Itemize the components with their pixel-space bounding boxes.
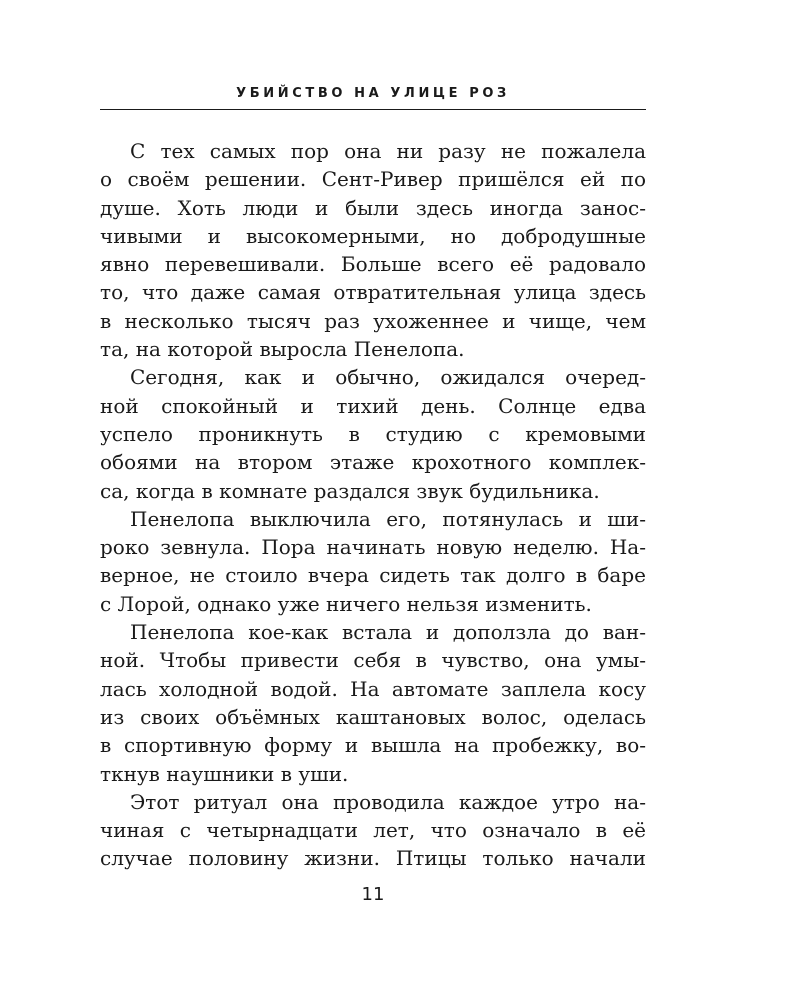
text-line: ной. Чтобы привести себя в чувство, она умы- [100,648,646,673]
text-line: са, когда в комнате раздался звук будильника. [100,478,600,503]
text-line: в несколько тысяч раз ухоженнее и чище, чем [100,308,646,333]
text-line: с Лорой, однако уже ничего нельзя изменить. [100,591,592,616]
text-line: чивыми и высокомерными, но добродушные [100,223,646,248]
text-line: случае половину жизни. Птицы только начали [100,846,646,871]
header-rule [100,109,646,110]
text-line: то, что даже самая отвратительная улица здесь [100,280,646,305]
body-text [100,137,646,873]
text-line: душе. Хоть люди и были здесь иногда занос- [100,195,646,220]
text-line: явно перевешивали. Больше всего её радовало [100,252,646,277]
text-line: успело проникнуть в студию с кремовыми [100,421,646,446]
text-line: обоями на втором этаже крохотного комплек- [100,450,646,475]
page-number: 11 [361,884,385,905]
text-line: Пенелопа выключила его, потянулась и ши- [130,506,646,531]
text-line: Пенелопа кое-как встала и доползла до ван- [130,620,646,645]
running-title: УБИЙСТВО НА УЛИЦЕ РОЗ [236,86,510,101]
text-line: чиная с четырнадцати лет, что означало в её [100,818,646,843]
text-line: в спортивную форму и вышла на пробежку, во- [100,733,646,758]
text-line: Сегодня, как и обычно, ожидался очеред- [130,365,646,390]
text-line: о своём решении. Сент-Ривер пришёлся ей по [100,167,646,192]
text-line: С тех самых пор она ни разу не пожалела [130,139,646,163]
text-line: ной спокойный и тихий день. Солнце едва [100,393,646,418]
text-line: лась холодной водой. На автомате заплела косу [100,676,646,701]
text-line: верное, не стоило вчера сидеть так долго в баре [100,563,646,588]
text-line: та, на которой выросла Пенелопа. [100,337,465,362]
text-line: роко зевнула. Пора начинать новую неделю. На- [100,535,646,560]
text-line: из своих объёмных каштановых волос, оделась [100,704,646,729]
text-line: ткнув наушники в уши. [100,761,349,786]
text-line: Этот ритуал она проводила каждое утро на- [130,789,646,814]
